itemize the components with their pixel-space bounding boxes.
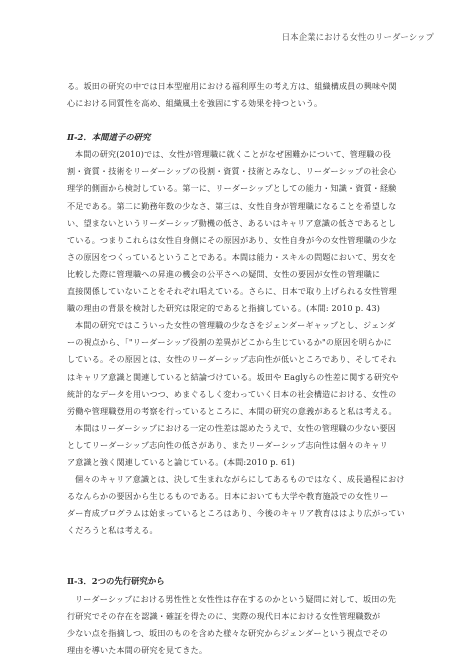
text-line: 行研究でその存在を認識・確証を得たのに、実際の現代日本における女性管理職数が [67, 610, 381, 621]
running-header: 日本企業における女性のリーダーシップ [281, 32, 434, 42]
text-line: 直接関係していないことをそれぞれ唱えている。さらに、日本で取り上げられる女性管理 [67, 286, 397, 297]
text-line: 不足である。第二に勤務年数の少なさ、第三は、女性自身が管理職になることを希望しな [67, 200, 397, 211]
text-line: はキャリア意識と関連していると結論づけている。坂田や Eaglyらの性差に関する研究や [67, 371, 399, 382]
text-line: 本間の研究ではこういった女性の管理職の少なさをジェンダーギャップとし、ジェンダ [75, 320, 396, 331]
section-2-2-paragraph-3 [67, 420, 413, 471]
section-heading-2-3: Ⅱ-3．2つの先行研究から [67, 576, 165, 587]
text-line: 少ない点を指摘しつ、坂田のものを含めた様々な研究からジェンダーという視点でその [67, 627, 388, 638]
spacer [67, 539, 413, 573]
text-line: 割・資質・技術をリーダーシップの役割・資質・技術とみなし、リーダーシップの社会心 [67, 166, 397, 177]
text-line: 比較した際に管理職への昇進の機会の公平さへの疑問、女性の要因が女性の管理職に [67, 268, 381, 279]
text-line: 職の理由の背景を検討した研究は限定的であると指摘している。(本間: 2010 p. 43) [67, 303, 381, 314]
text-line: 労働や管理職登用の考察を行っているところに、本間の研究の意義があると私は考える。 [67, 405, 397, 416]
text-line: 理学的側面から検討している。第一に、リーダーシップとしての能力・知識・資質・経験 [67, 183, 397, 194]
text-line: い、望まないというリーダーシップ動機の低さ、あるいはキャリア意識の低さであるとし [67, 217, 397, 228]
text-line: している。その原因とは、女性のリーダーシップ志向性が低いところであり、そしてそれ [67, 354, 397, 365]
spacer [67, 112, 413, 129]
text-line: ーの視点から、「"リーダーシップ役割の差異がどこから生じているか"の原因を明らかに [67, 337, 392, 348]
text-line: リーダーシップにおける男性性と女性性は存在するのかという疑問に対して、坂田の先 [75, 593, 397, 604]
text-line: るなんらかの要因から生じるものである。日本においても大学や教育施設での女性リー [67, 491, 389, 502]
text-line: る。坂田の研究の中では日本型雇用における福利厚生の考え方は、組織構成員の興味や関 [67, 81, 397, 91]
text-line: 本間はリーダーシップにおける一定の性差は認めたうえで、女性の管理職の少ない要因 [75, 422, 397, 433]
text-line: としてリーダーシップ志向性の低さがあり、またリーダーシップ志向性は個々のキャリ [67, 439, 388, 450]
text-line: ている。つまりこれらは女性自身側にその原因があり、女性自身が今の女性管理職の少な [67, 234, 397, 245]
section-heading-2-2: Ⅱ-2．本間道子の研究 [67, 132, 151, 143]
section-2-3-paragraph-1 [67, 591, 413, 659]
text-line: くだろうと私は考える。 [67, 525, 158, 536]
text-line: 本間の研究(2010)では、女性が管理職に就くことがなぜ困難かについて、管理職の役 [75, 149, 392, 160]
text-line: 心における同質性を高め、組織風土を強固にする効果を持つという。 [67, 98, 323, 109]
text-line: 個々のキャリア意識とは、決して生まれながらにしてあるものではなく、成長過程におけ [75, 474, 405, 485]
text-line: さの原因をつくっているということである。本間は能力・スキルの問題において、男女を [67, 251, 397, 262]
section-2-2-paragraph-4 [67, 471, 413, 539]
text-line: ダー育成プログラムは始まっているところはあり、今後のキャリア教育ははより広がってい [67, 508, 405, 519]
document-body [67, 78, 413, 659]
text-line: ア意識と強く関連していると論じている。(本間:2010 p. 61) [67, 456, 295, 467]
intro-paragraph [67, 78, 413, 112]
text-line: 理由を導いた本間の研究を見てきた。 [67, 644, 208, 655]
text-line: 統計的なデータを用いつつ、めまぐるしく変わっていく日本の社会構造における、女性の [67, 388, 397, 399]
section-2-2-paragraph-1 [67, 146, 413, 317]
section-2-2-paragraph-2 [67, 317, 413, 420]
